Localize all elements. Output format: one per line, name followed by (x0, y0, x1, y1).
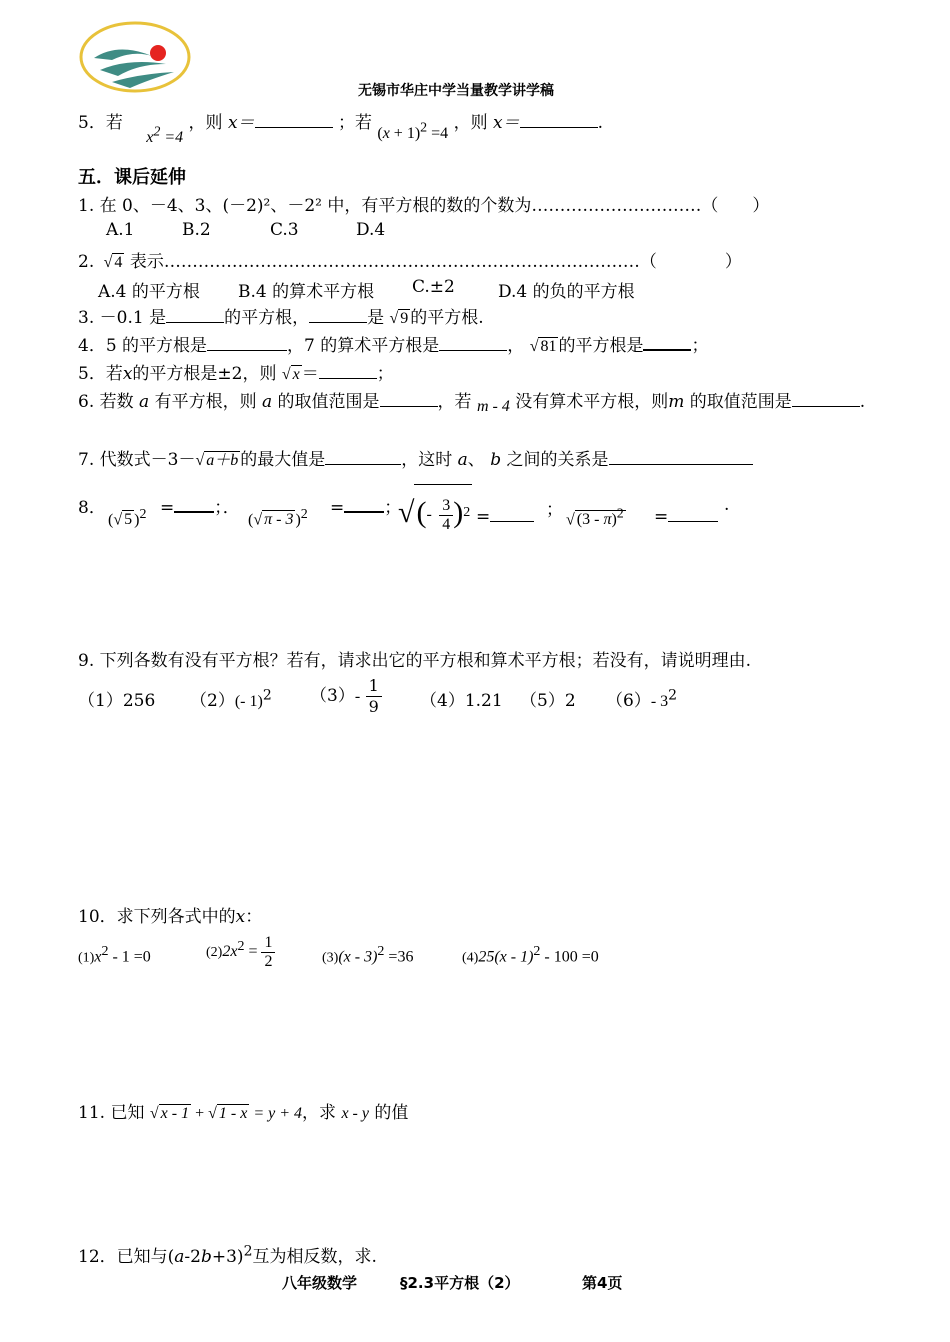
q8-blank-2: = ； (330, 498, 402, 518)
q2-option-d: D.4 的负的平方根 (498, 282, 635, 302)
footer-subject: 八年级数学 (282, 1274, 358, 1292)
q9-part-2: （2）(- 1)$^2$ (190, 687, 272, 711)
q1-option-d: D.4 (356, 220, 386, 240)
q9-part-1: （1）256 (78, 691, 156, 711)
q2-option-c: C.±2 (412, 277, 455, 297)
q1-option-a: A.1 (106, 220, 135, 240)
q8-expr-4: √ (3 - π)$^2$ (566, 507, 624, 529)
school-logo (78, 20, 192, 94)
question-1: 1. 在 0、－4、3、(－2)²、－2² 中，有平方根的数的个数为…………………………（ ） (78, 196, 770, 216)
q8-expr-1: (√ 5 )$^2$ (108, 507, 147, 529)
question-10: 10．求下列各式中的x： (78, 907, 263, 927)
question-6: 6. 若数 a 有平方根，则 a 的取值范围是 ，若 m - 4 没有算术平方根，则m 的取值范围是 . (78, 392, 866, 415)
q2-option-b: B.4 的算术平方根 (238, 282, 375, 302)
q1-option-b: B.2 (182, 220, 211, 240)
footer-page-number: 第4页 (582, 1274, 623, 1292)
question-11: 11. 已知 √ x - 1 + √ 1 - x = y + 4，求 x - y 的值 (78, 1103, 409, 1123)
question-2: 2. √ 4 表示…………………………………………………………………………（ ） (78, 252, 742, 272)
q10-eq-4: (4)25(x - 1)$^2$ - 100 =0 (462, 944, 599, 966)
q9-part-3: （3）- $\frac{1}{9}$ (310, 676, 382, 717)
question-12: 12．已知与$(a-2b+3)^2$互为相反数，求. (78, 1243, 377, 1267)
q8-num: 8． (78, 498, 106, 518)
school-title: 无锡市华庄中学当量教学讲学稿 (358, 83, 554, 99)
footer-section: §2.3平方根（2） (400, 1274, 520, 1292)
q9-part-6: （6）- $3^2$ (606, 687, 678, 711)
q10-eq-3: (3)(x - 3)$^2$ =36 (322, 944, 414, 966)
q8-end: . (724, 495, 730, 515)
q8-expr-2: (√ π - 3 )$^2$ (248, 507, 308, 529)
q1-option-c: C.3 (270, 220, 299, 240)
q10-eq-1: $(1)x^2 - 1 =0$ (78, 944, 151, 966)
q9-part-4: （4）1.21 (420, 691, 503, 711)
q8-blank-3: = (476, 507, 534, 527)
question-9: 9. 下列各数有没有平方根？若有，请求出它的平方根和算术平方根；若没有，请说明理由. (78, 651, 752, 671)
q10-eq-2: $(2)2x^2$ = $\frac{1}{2}$ (206, 934, 275, 971)
question-5: 5．若x的平方根是±2，则 √ x ＝ ； (78, 364, 394, 384)
q8-blank-1: = ；． (160, 498, 240, 518)
q5-top: 5．若 $x^2 =4$ ，则 x＝ ；若 $(x + 1)^2 =4$ ，则 x＝ . (78, 113, 603, 146)
q8-sep-3: ； (546, 500, 563, 520)
q9-part-5: （5）2 (520, 691, 576, 711)
section-title: 五．课后延伸 (78, 167, 186, 188)
question-4: 4．5 的平方根是 ，7 的算术平方根是 ， √ 81 的平方根是 ； (78, 336, 709, 356)
q8-blank-4: = (654, 507, 718, 527)
q8-expr-3: √(- $\frac{3}{4}$ )$^2$ (398, 484, 472, 543)
q2-option-a: A.4 的平方根 (98, 282, 200, 302)
question-3: 3. －0.1 是 的平方根， 是 √ 9 的平方根. (78, 308, 484, 328)
question-7: 7. 代数式－3－√ a＋b 的最大值是 ，这时 a、 b 之间的关系是 (78, 445, 753, 470)
